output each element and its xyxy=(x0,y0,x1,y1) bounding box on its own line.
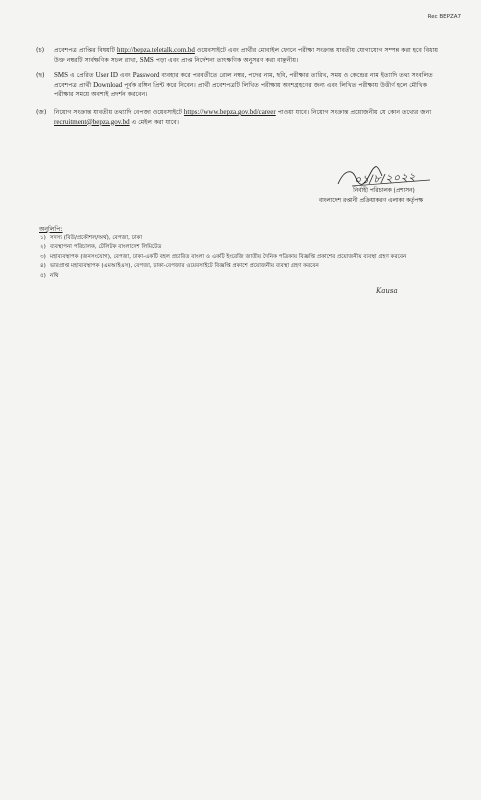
text-segment: এবং xyxy=(117,72,133,79)
signatory-organization: বাংলাদেশ রপ্তানী প্রক্রিয়াকরণ এলাকা কর্তৃপক্ষ xyxy=(318,198,424,204)
text-segment: এ প্রেরিত xyxy=(68,72,96,79)
copy-list-item xyxy=(40,253,440,262)
paragraph-number: (জ) xyxy=(36,109,47,116)
copy-item-number: ৪) xyxy=(40,263,46,270)
text-segment: পূর্বক রঙ্গিন প্রিন্ট করে নিবেন। প্রার্থী প্রবেশপত্রটি লিখিত পরীক্ষায় অংশগ্রহণের জন্য এবং লিখিত পরীক্ষায় উত্তীর্ণ হলে মৌখিক পরীক্ষার সময়ে অবশ্যই প্রদর্শন করবেন। xyxy=(54,81,428,99)
copy-list-item xyxy=(40,272,440,281)
paragraph-cha xyxy=(38,46,442,65)
text-segment: পড়া এবং প্রাপ্ত নির্দেশনা তাৎক্ষণিক অনুসরণ করা বাঞ্ছনীয়। xyxy=(153,56,299,64)
copy-list-item xyxy=(40,262,440,271)
copy-item-text: ব্যবস্থাপনা পরিচালক, টেলিটক বাংলাদেশ লিমিটেড xyxy=(50,244,162,251)
reference-code: Rec BEPZA7 xyxy=(427,14,461,20)
english-term: User ID xyxy=(95,71,118,79)
text-segment: পাওয়া যাবে। নিয়োগ সংক্রান্ত প্রয়োজনীয় যে কোন তথ্যের জন্য xyxy=(275,109,432,116)
copy-item-text: নথি xyxy=(50,272,59,279)
copy-item-text: সদস্য (বিউ/প্রকৌশল/অর্থ), বেপজা, ঢাকা xyxy=(50,235,143,241)
copy-list-item xyxy=(40,243,440,252)
hyperlink[interactable]: recruitment@bepza.gov.bd xyxy=(54,117,130,126)
copy-list-item xyxy=(40,234,440,243)
copy-item-number: ১) xyxy=(40,235,46,241)
paragraph-ja xyxy=(38,108,442,127)
copy-item-text: ভারপ্রাপ্ত মহাব্যবস্থাপক (এমআইএস), বেপজা, ঢাকা-বেপজার ওয়েবসাইটে বিজ্ঞপ্তি প্রকাশে প্রয়োজনীয় ব্যবস্থা গ্রহণ করবেন xyxy=(50,263,319,270)
copy-item-number: ৫) xyxy=(40,272,46,279)
paragraph-text xyxy=(38,46,442,65)
english-term: Download xyxy=(93,80,123,89)
handwritten-initial: Kausa xyxy=(376,287,398,295)
signatory-title: নির্বাহী পরিচালক (প্রশাসন) xyxy=(353,188,415,194)
english-term: SMS xyxy=(139,55,154,64)
english-term: SMS xyxy=(54,71,69,79)
paragraph-chha xyxy=(38,71,442,100)
paragraph-number: (ছ) xyxy=(36,72,45,79)
copy-list xyxy=(40,234,440,281)
copy-item-text: মহাব্যবস্থাপক (জনসংযোগ), বেপজা, ঢাকা-একটি বহল প্রচারিত বাংলা ও একটি ইংরেজি জাতীয় দৈনিক পত্রিকায় বিজ্ঞপ্তি প্রকাশের প্রয়োজনীয় ব্যবস্থা গ্রহণ করবেন xyxy=(50,253,407,260)
paragraph-number: (চ) xyxy=(36,47,45,54)
text-segment: নিয়োগ সংক্রান্ত যাবতীয় তথ্যাদি বেপজা ওয়েবসাইটে xyxy=(54,109,184,116)
text-segment: এ মেইল করা যাবে। xyxy=(129,118,179,126)
copy-item-number: ২) xyxy=(40,244,46,251)
hyperlink[interactable]: http://bepza.teletalk.com.bd xyxy=(116,46,195,54)
text-segment: ব্যবহার করে পরবর্তীতে রোল নম্বর, পদের নাম, ছবি, পরীক্ষার তারিখ, সময় ও কেন্দ্রের নাম ইত্যাদি তথ্য সংবলিত প্রবেশপত্র প্রার্থী xyxy=(54,72,433,89)
signature-block xyxy=(280,160,460,220)
copy-item-number: ৩) xyxy=(40,253,46,260)
hyperlink[interactable]: https://www.bepza.gov.bd/career xyxy=(183,108,276,116)
paragraph-text xyxy=(38,108,442,127)
english-term: Password xyxy=(132,71,160,79)
signature-date: ০১/৮/২০২২ xyxy=(353,170,417,187)
copy-heading: অনুলিপি: xyxy=(39,226,63,233)
text-segment: প্রবেশপত্র প্রাপ্তির বিষয়টি xyxy=(54,47,117,54)
paragraph-text xyxy=(38,71,442,100)
text-segment: ওয়েবসাইটে এবং প্রার্থীর মোবাইল ফোনে পরীক্ষা সংক্রান্ত যাবতীয় যোগাযোগ সম্পন্ন করা হবে বিধায় উক্ত নম্বরটি সার্বক্ষণিক সচল রাখা, xyxy=(54,47,439,64)
